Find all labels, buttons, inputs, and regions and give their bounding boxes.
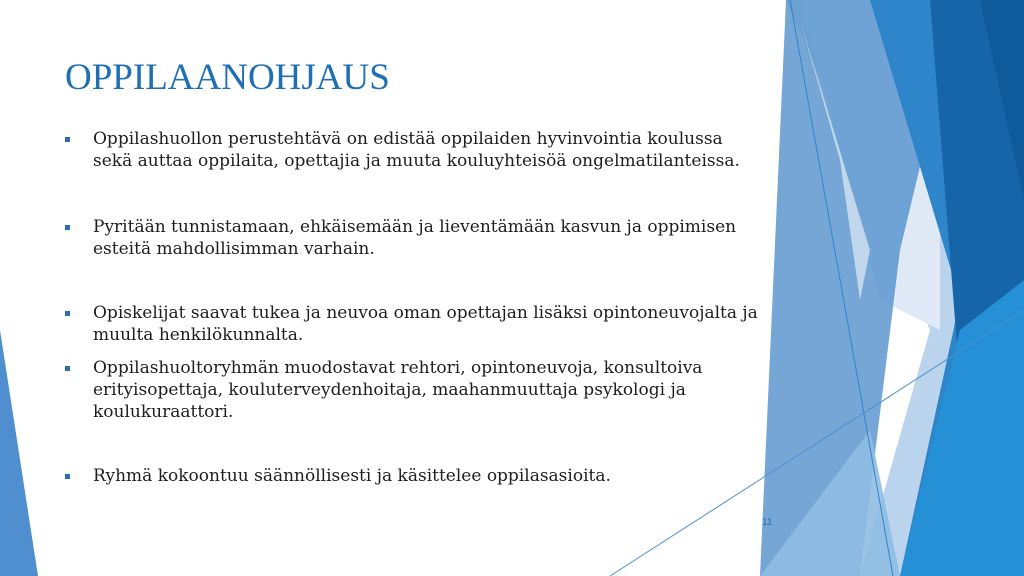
list-item bbox=[64, 302, 764, 346]
bullet-text: Oppilashuoltoryhmän muodostavat rehtori, opintoneuvoja, konsultoiva erityisopettaja, kouluterveydenhoitaja, maahanmuuttaja psykologi ja koulukuraattori. bbox=[93, 358, 703, 422]
bullet-text: Oppilashuollon perustehtävä on edistää oppilaiden hyvinvointia koulussa sekä auttaa oppilaita, opettajia ja muuta kouluyhteisöä ongelmatilanteissa. bbox=[93, 129, 740, 171]
bullet-text: Ryhmä kokoontuu säännöllisesti ja käsittelee oppilasasioita. bbox=[93, 466, 611, 486]
square-bullet-icon bbox=[65, 366, 70, 371]
square-bullet-icon bbox=[65, 137, 70, 142]
bullet-text: Pyritään tunnistamaan, ehkäisemään ja lieventämään kasvun ja oppimisen esteitä mahdollisimman varhain. bbox=[93, 217, 737, 259]
square-bullet-icon bbox=[65, 311, 70, 316]
bullet-text: Opiskelijat saavat tukea ja neuvoa oman opettajan lisäksi opintoneuvojalta ja muulta henkilökunnalta. bbox=[93, 303, 758, 345]
list-item bbox=[64, 216, 764, 260]
slide-number: 11 bbox=[762, 517, 773, 528]
left-edge-shard bbox=[0, 330, 38, 576]
square-bullet-icon bbox=[65, 474, 70, 479]
list-item bbox=[64, 128, 764, 172]
list-item bbox=[64, 465, 764, 487]
list-item bbox=[64, 357, 764, 423]
slide-title: OPPILAANOHJAUS bbox=[65, 57, 390, 98]
bullet-list bbox=[64, 128, 764, 487]
square-bullet-icon bbox=[65, 225, 70, 230]
